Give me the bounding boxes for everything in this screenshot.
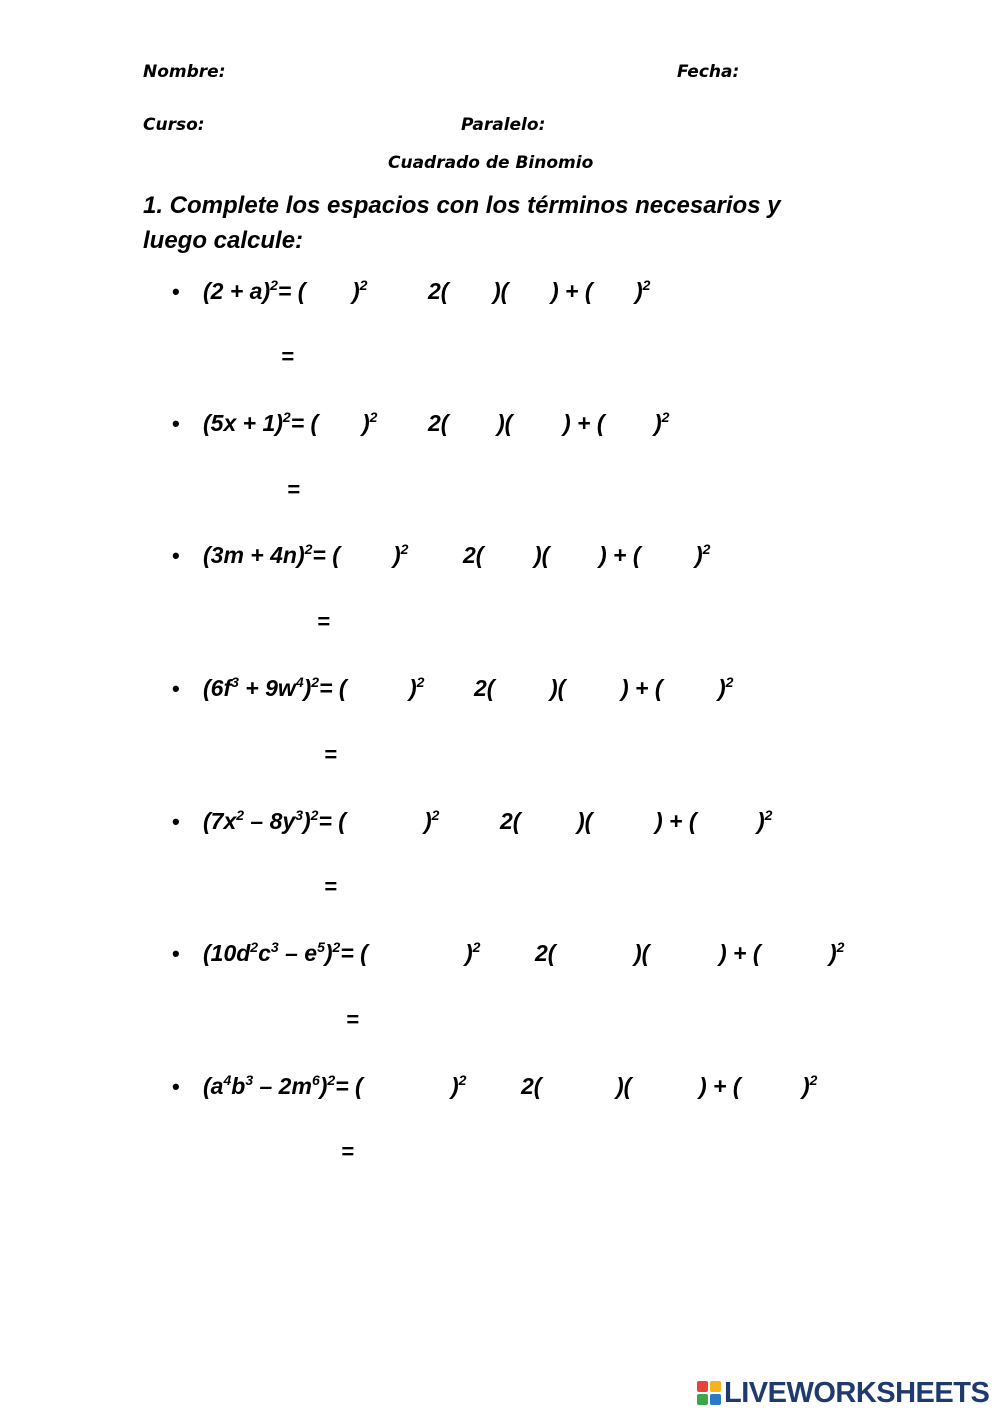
exponent: 2 bbox=[725, 674, 734, 690]
double-product-middle: )( bbox=[493, 278, 509, 304]
exponent: 2 bbox=[310, 807, 319, 823]
expr-text: = ( bbox=[318, 808, 346, 834]
expr-text: – 2m bbox=[253, 1073, 312, 1099]
first-term-blank-close bbox=[352, 278, 367, 305]
second-term-blank-close bbox=[654, 410, 669, 437]
first-term-blank-close bbox=[424, 808, 439, 835]
binomial-expression bbox=[203, 940, 368, 967]
first-term-blank-close bbox=[362, 410, 377, 437]
exponent: 3 bbox=[231, 674, 239, 690]
exponent: 2 bbox=[369, 409, 378, 425]
exponent: 2 bbox=[809, 1072, 818, 1088]
binomial-expression bbox=[203, 1073, 363, 1100]
expr-text: ) bbox=[409, 675, 417, 701]
double-product-open: 2( bbox=[474, 675, 495, 701]
exponent: 2 bbox=[236, 807, 245, 823]
binomial-expression bbox=[203, 410, 318, 437]
expr-text: ) bbox=[718, 675, 726, 701]
exponent: 2 bbox=[702, 541, 711, 557]
plus-open: ) + ( bbox=[719, 940, 761, 966]
exponent: 6 bbox=[311, 1072, 320, 1088]
equals-sign: = bbox=[346, 1007, 359, 1032]
exponent: 2 bbox=[304, 541, 313, 557]
expr-text: ) bbox=[324, 940, 333, 966]
double-product-open: 2( bbox=[521, 1073, 542, 1099]
expr-text: + 9w bbox=[238, 675, 296, 701]
exponent: 2 bbox=[472, 939, 481, 955]
bullet-icon: • bbox=[172, 676, 180, 701]
second-term-blank-close bbox=[718, 675, 733, 702]
equals-sign: = bbox=[341, 1139, 354, 1164]
bullet-icon: • bbox=[172, 809, 180, 834]
nombre-label: Nombre: bbox=[143, 62, 226, 82]
bullet-icon: • bbox=[172, 411, 180, 436]
exponent: 2 bbox=[270, 277, 278, 293]
double-product-open: 2( bbox=[428, 278, 449, 304]
exponent: 2 bbox=[661, 409, 670, 425]
exponent: 2 bbox=[359, 277, 368, 293]
plus-open: ) + ( bbox=[655, 808, 697, 834]
expr-text: ) bbox=[757, 808, 765, 834]
expr-text: ) bbox=[465, 940, 473, 966]
double-product-open: 2( bbox=[463, 542, 484, 568]
exponent: 3 bbox=[245, 1072, 254, 1088]
equals-sign: = bbox=[324, 742, 337, 767]
exponent: 2 bbox=[250, 939, 259, 955]
liveworksheets-logo bbox=[697, 1378, 989, 1408]
second-term-blank-close bbox=[695, 542, 710, 569]
exponent: 2 bbox=[282, 409, 291, 425]
double-product-middle: )( bbox=[534, 542, 550, 568]
exponent: 5 bbox=[317, 939, 325, 955]
second-term-blank-close bbox=[635, 278, 650, 305]
expr-text: (2 + a) bbox=[203, 278, 271, 304]
second-term-blank-close bbox=[802, 1073, 817, 1100]
exponent: 2 bbox=[311, 674, 320, 690]
first-term-blank-close bbox=[409, 675, 424, 702]
logo-text: LIVEWORKSHEETS bbox=[724, 1376, 990, 1409]
expr-text: ) bbox=[802, 1073, 810, 1099]
expr-text: ) bbox=[303, 675, 312, 701]
page-title: Cuadrado de Binomio bbox=[388, 153, 594, 173]
binomial-expression bbox=[203, 542, 340, 569]
bullet-icon: • bbox=[172, 941, 180, 966]
expr-text: (7x bbox=[203, 808, 237, 834]
plus-open: ) + ( bbox=[599, 542, 641, 568]
curso-label: Curso: bbox=[143, 115, 205, 135]
expr-text: (a bbox=[203, 1073, 224, 1099]
second-term-blank-close bbox=[829, 940, 844, 967]
double-product-open: 2( bbox=[428, 410, 449, 436]
double-product-middle: )( bbox=[577, 808, 593, 834]
expr-text: = ( bbox=[340, 940, 368, 966]
expr-text: = ( bbox=[319, 675, 347, 701]
expr-text: ) bbox=[654, 410, 662, 436]
bullet-icon: • bbox=[172, 543, 180, 568]
expr-text: ) bbox=[303, 808, 311, 834]
equals-sign: = bbox=[324, 874, 337, 899]
exponent: 4 bbox=[295, 674, 304, 690]
equals-sign: = bbox=[287, 477, 300, 502]
exponent: 2 bbox=[327, 1072, 336, 1088]
equals-sign: = bbox=[317, 609, 330, 634]
double-product-open: 2( bbox=[500, 808, 521, 834]
bullet-icon: • bbox=[172, 279, 180, 304]
exponent: 3 bbox=[295, 807, 303, 823]
double-product-middle: )( bbox=[497, 410, 513, 436]
expr-text: ) bbox=[695, 542, 703, 568]
double-product-open: 2( bbox=[535, 940, 556, 966]
exponent: 2 bbox=[642, 277, 651, 293]
equals-sign: = bbox=[281, 344, 294, 369]
expr-text: = ( bbox=[290, 410, 319, 436]
expr-text: ) bbox=[352, 278, 360, 304]
exponent: 3 bbox=[270, 939, 279, 955]
expr-text: (6f bbox=[203, 675, 232, 701]
exponent: 4 bbox=[223, 1072, 232, 1088]
exponent: 2 bbox=[458, 1072, 467, 1088]
binomial-expression bbox=[203, 278, 305, 305]
bullet-icon: • bbox=[172, 1074, 180, 1099]
expr-text: (10d bbox=[203, 940, 251, 966]
first-term-blank-close bbox=[451, 1073, 466, 1100]
exponent: 2 bbox=[431, 807, 440, 823]
logo-mark-icon bbox=[697, 1381, 721, 1405]
expr-text: ) bbox=[635, 278, 643, 304]
first-term-blank-close bbox=[393, 542, 408, 569]
double-product-middle: )( bbox=[634, 940, 650, 966]
second-term-blank-close bbox=[757, 808, 772, 835]
expr-text: ) bbox=[362, 410, 370, 436]
expr-text: ) bbox=[424, 808, 432, 834]
expr-text: (5x + 1) bbox=[203, 410, 283, 436]
expr-text: ) bbox=[319, 1073, 328, 1099]
double-product-middle: )( bbox=[616, 1073, 632, 1099]
double-product-middle: )( bbox=[550, 675, 566, 701]
expr-text: ) bbox=[829, 940, 837, 966]
plus-open: ) + ( bbox=[621, 675, 663, 701]
instruction-text: 1. Complete los espacios con los términos necesarios y luego calcule: bbox=[143, 192, 781, 254]
fecha-label: Fecha: bbox=[677, 62, 740, 82]
expr-text: c bbox=[258, 940, 271, 966]
paralelo-label: Paralelo: bbox=[461, 115, 546, 135]
expr-text: – e bbox=[278, 940, 318, 966]
expr-text: b bbox=[231, 1073, 246, 1099]
expr-text: (3m + 4n) bbox=[203, 542, 305, 568]
exponent: 2 bbox=[764, 807, 773, 823]
expr-text: ) bbox=[451, 1073, 459, 1099]
exponent: 2 bbox=[332, 939, 341, 955]
expr-text: – 8y bbox=[244, 808, 296, 834]
binomial-expression bbox=[203, 808, 346, 835]
plus-open: ) + ( bbox=[699, 1073, 741, 1099]
exponent: 2 bbox=[416, 674, 425, 690]
plus-open: ) + ( bbox=[563, 410, 605, 436]
exponent: 2 bbox=[400, 541, 409, 557]
binomial-expression bbox=[203, 675, 347, 702]
first-term-blank-close bbox=[465, 940, 480, 967]
exponent: 2 bbox=[836, 939, 845, 955]
expr-text: = ( bbox=[312, 542, 340, 568]
expr-text: = ( bbox=[277, 278, 306, 304]
expr-text: ) bbox=[393, 542, 401, 568]
expr-text: = ( bbox=[335, 1073, 363, 1099]
plus-open: ) + ( bbox=[551, 278, 593, 304]
